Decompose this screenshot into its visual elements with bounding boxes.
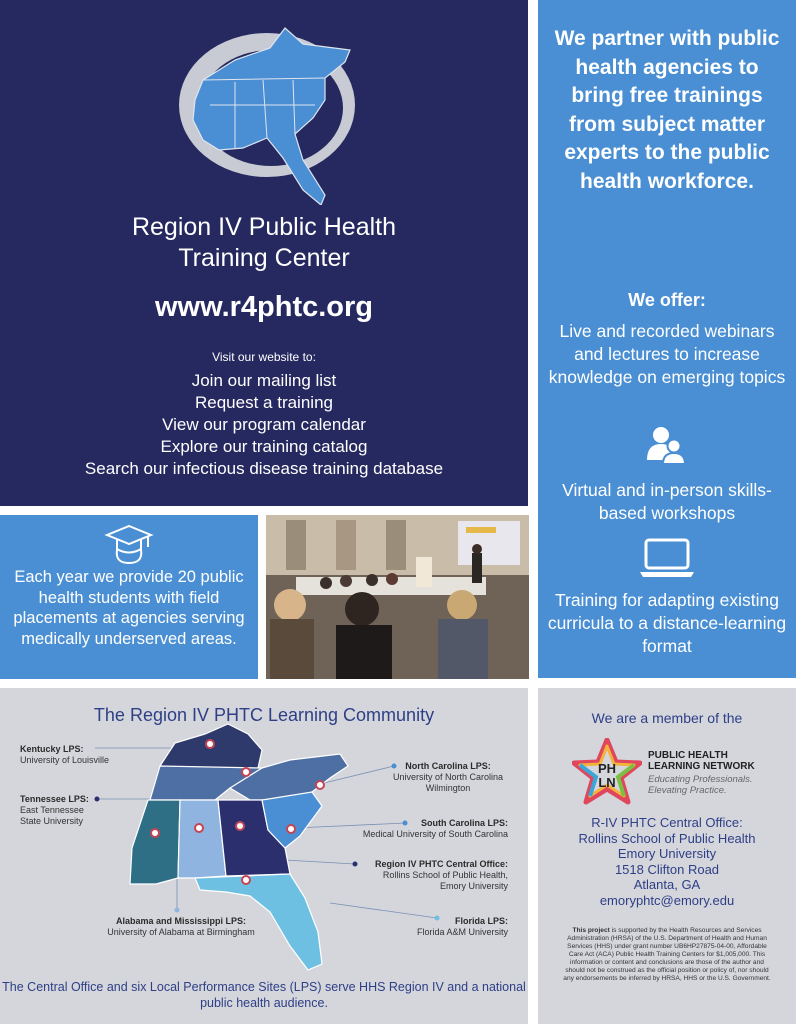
people-icon — [644, 422, 688, 466]
office-line: 1518 Clifton Road — [614, 861, 720, 877]
lps-tennessee: Tennessee LPS: East Tennessee State University — [20, 794, 89, 826]
offer-item-workshops: Virtual and in-person skills-based workshops — [562, 480, 772, 523]
offer-panel — [538, 0, 796, 678]
southeast-map-icon — [175, 20, 355, 205]
office-line: Atlanta, GA — [633, 877, 701, 892]
visit-list — [0, 370, 528, 480]
list-item: Request a training — [195, 393, 333, 412]
lps-florida: Florida LPS: Florida A&M University — [416, 916, 508, 937]
students-text: Each year we provide 20 public health students with field placements at agencies serving medically underserved areas. — [13, 568, 245, 648]
graduation-cap-icon — [104, 523, 154, 565]
community-footer: The Central Office and six Local Performance Sites (LPS) serve HHS Region IV and a national public health audience. — [2, 980, 526, 1010]
disclaimer-lead: This project — [572, 927, 610, 934]
offer-item-webinars: Live and recorded webinars and lectures to increase knowledge on emerging topics — [548, 321, 786, 387]
disclaimer-text: is supported by the Health Resources and Services Administration (HRSA) of the U.S. Department of Health and Human Services (HHS) under grant number UB6HP27875-04-00, Affordable Care Act (ACA) Public Health Training Centers for $1,005,000. This information or content and conclusions are those of the author and should not be construed as the official position or policy of, nor should any endorsements be inferred by HRSA, HHS or the U.S. Government. — [563, 927, 771, 982]
org-name-line2: Training Center — [178, 244, 350, 272]
funding-disclaimer — [560, 927, 774, 983]
students-panel — [0, 515, 258, 679]
office-line: R-IV PHTC Central Office: — [591, 815, 743, 830]
member-label: We are a member of the — [591, 710, 743, 726]
phln-star-icon — [572, 738, 642, 808]
office-line: Rollins School of Public Health — [578, 830, 756, 846]
email-link[interactable]: emoryphtc@emory.edu — [599, 892, 735, 908]
phln-logo-text-bottom: LN — [598, 775, 616, 790]
community-title: The Region IV PHTC Learning Community — [93, 705, 435, 725]
org-name-line1: Region IV Public Health — [131, 213, 397, 241]
office-line: Emory University — [617, 846, 717, 861]
central-office-address — [538, 815, 796, 908]
lps-central-office: Region IV PHTC Central Office: Rollins School of Public Health, Emory University — [374, 859, 508, 891]
header-panel — [0, 0, 528, 506]
phln-name: PUBLIC HEALTH LEARNING NETWORK — [648, 750, 755, 772]
partner-statement: We partner with public health agencies to bring free trainings from subject matter experts to the public health workforce. — [554, 27, 780, 193]
lps-north-carolina: North Carolina LPS: University of North Carolina Wilmington — [392, 761, 504, 793]
lps-south-carolina: South Carolina LPS: Medical University of South Carolina — [362, 818, 508, 839]
org-name — [0, 212, 528, 274]
lps-alabama-mississippi: Alabama and Mississippi LPS: University of Alabama at Birmingham — [107, 916, 255, 937]
lps-kentucky: Kentucky LPS: University of Louisville — [20, 744, 110, 765]
list-item: Search our infectious disease training database — [84, 459, 444, 478]
phln-logo-text-top: PH — [597, 761, 617, 776]
training-photo — [266, 515, 529, 679]
website-link[interactable]: www.r4phtc.org — [154, 291, 374, 323]
list-item: Join our mailing list — [191, 371, 337, 390]
visit-label: Visit our website to: — [212, 350, 316, 364]
offer-heading: We offer: — [628, 290, 706, 310]
laptop-icon — [638, 537, 696, 579]
list-item: View our program calendar — [162, 415, 366, 434]
phln-tagline: Educating Professionals. Elevating Practice. — [648, 774, 753, 796]
list-item: Explore our training catalog — [160, 437, 368, 456]
offer-item-curricula: Training for adapting existing curricula to a distance-learning format — [547, 590, 787, 656]
